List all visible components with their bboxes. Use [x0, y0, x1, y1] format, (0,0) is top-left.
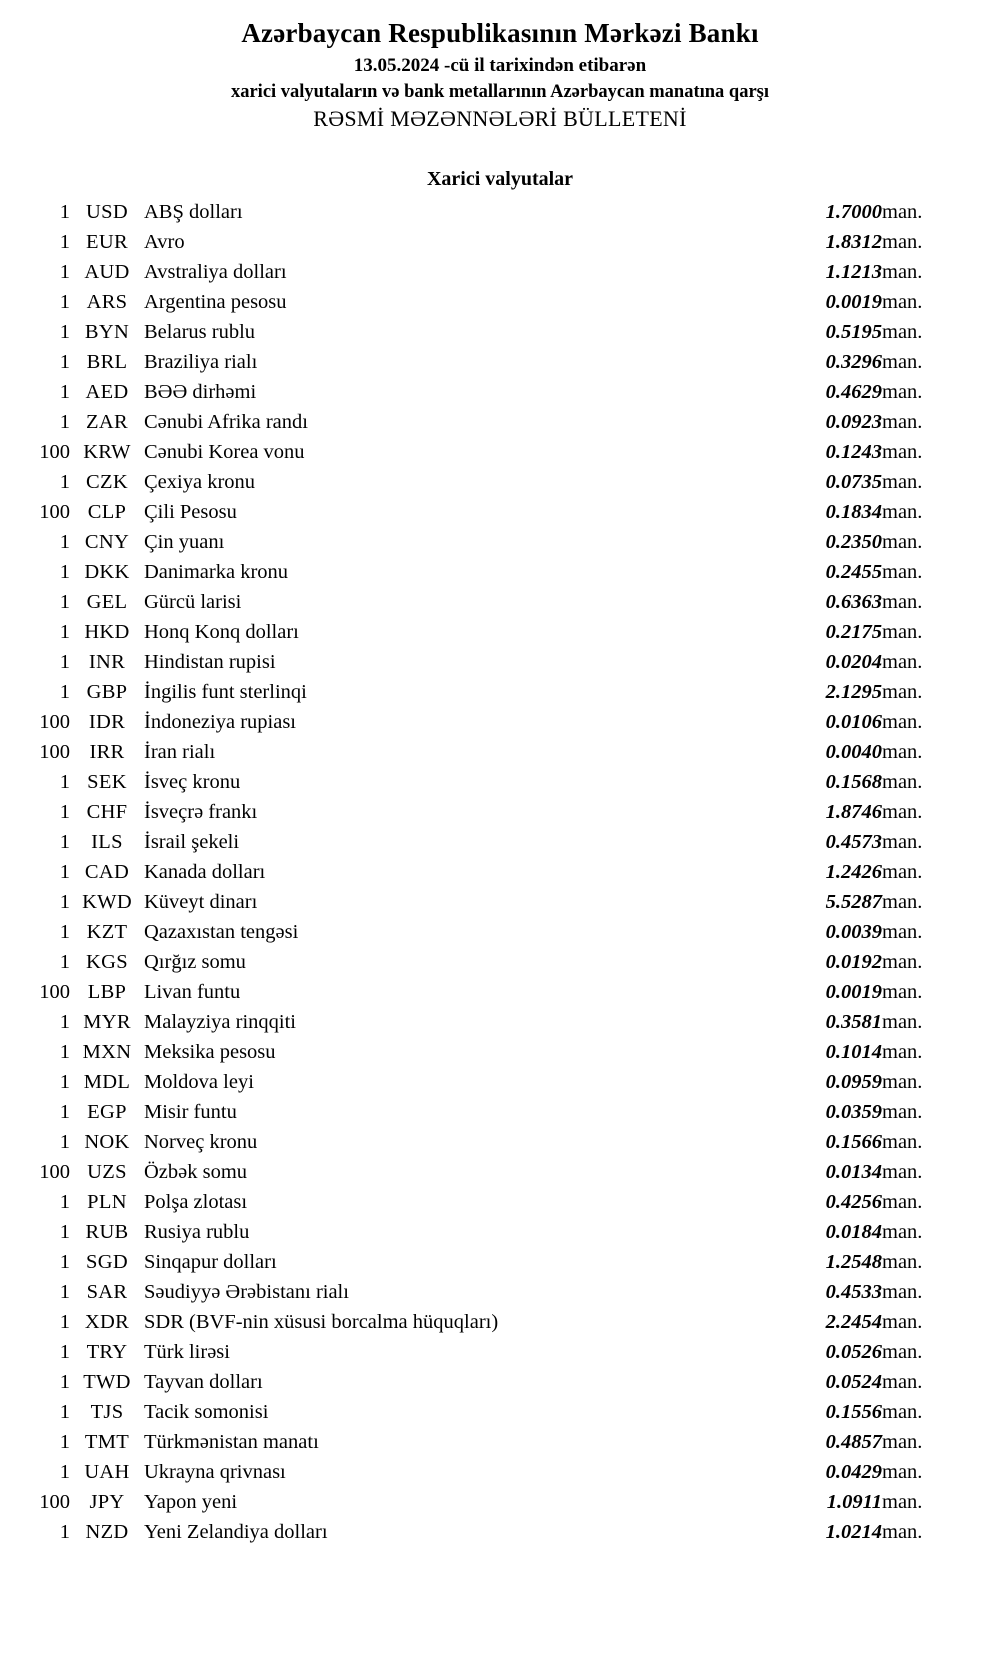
currency-rate: 1.2548 [825, 1251, 882, 1274]
currency-name: Rusiya rublu [144, 1221, 250, 1244]
currency-name: Türk lirəsi [144, 1341, 230, 1364]
currency-name: Avstraliya dolları [144, 261, 287, 284]
currency-unit-label: man. [882, 951, 923, 974]
table-row [14, 1127, 944, 1157]
currency-code: AED [85, 381, 129, 404]
currency-code: NZD [85, 1521, 129, 1544]
currency-code: SGD [86, 1251, 128, 1274]
currency-unit-label: man. [882, 981, 923, 1004]
currency-quantity: 1 [59, 681, 70, 704]
table-row [14, 1277, 944, 1307]
currency-code: TJS [90, 1401, 124, 1424]
currency-name: Meksika pesosu [144, 1041, 276, 1064]
currency-code: MYR [83, 1011, 131, 1034]
currency-unit-label: man. [882, 1521, 923, 1544]
effective-date-line: 13.05.2024 -cü il tarixindən etibarən [353, 55, 647, 77]
currency-quantity: 1 [59, 261, 70, 284]
currency-quantity: 1 [59, 1281, 70, 1304]
currency-rate: 1.0214 [825, 1521, 882, 1544]
currency-quantity: 1 [59, 831, 70, 854]
currency-rate: 1.0911 [826, 1491, 882, 1514]
table-row [14, 917, 944, 947]
currency-name: Çili Pesosu [144, 501, 237, 524]
currency-code: USD [86, 201, 128, 224]
currency-code: CZK [86, 471, 128, 494]
currency-name: İngilis funt sterlinqi [144, 681, 307, 704]
currency-rate: 0.0204 [825, 651, 882, 674]
currency-quantity: 1 [59, 921, 70, 944]
currency-code: CAD [84, 861, 130, 884]
currency-code: HKD [84, 621, 130, 644]
currency-code: TMT [84, 1431, 130, 1454]
currency-name: Gürcü larisi [144, 591, 242, 614]
table-row [14, 677, 944, 707]
table-row [14, 227, 944, 257]
currency-rate: 0.3581 [825, 1011, 882, 1034]
currency-rate: 0.0735 [825, 471, 882, 494]
section-title-foreign-currencies: Xarici valyutalar [426, 168, 574, 191]
currency-code: CNY [84, 531, 130, 554]
currency-code: EUR [86, 231, 128, 254]
currency-code: ILS [91, 831, 123, 854]
currency-name: Moldova leyi [144, 1071, 254, 1094]
currency-code: PLN [87, 1191, 127, 1214]
currency-quantity: 1 [59, 561, 70, 584]
currency-code: JPY [89, 1491, 125, 1514]
currency-code: LBP [87, 981, 127, 1004]
currency-rate: 0.0959 [825, 1071, 882, 1094]
currency-unit-label: man. [882, 1461, 923, 1484]
currency-code: KZT [86, 921, 128, 944]
currency-rate: 0.0106 [825, 711, 882, 734]
currency-quantity: 1 [59, 411, 70, 434]
currency-code: INR [88, 651, 126, 674]
currency-name: İndoneziya rupiası [144, 711, 296, 734]
table-row [14, 317, 944, 347]
currency-unit-label: man. [882, 321, 923, 344]
bank-title: Azərbaycan Respublikasının Mərkəzi Bankı [241, 18, 759, 48]
currency-rate: 0.0524 [825, 1371, 882, 1394]
currency-unit-label: man. [882, 291, 923, 314]
currency-unit-label: man. [882, 441, 923, 464]
table-row [14, 347, 944, 377]
currency-rate: 0.4629 [825, 381, 882, 404]
table-row [14, 1247, 944, 1277]
table-row [14, 197, 944, 227]
currency-unit-label: man. [882, 531, 923, 554]
currency-name: Yeni Zelandiya dolları [144, 1521, 328, 1544]
currency-code: KWD [82, 891, 132, 914]
table-row [14, 857, 944, 887]
currency-name: Cənubi Korea vonu [144, 441, 305, 464]
currency-name: Qırğız somu [144, 951, 246, 974]
currency-rate: 0.1834 [825, 501, 882, 524]
currency-code: SAR [86, 1281, 128, 1304]
currency-unit-label: man. [882, 801, 923, 824]
table-row [14, 977, 944, 1007]
currency-rate: 0.1014 [825, 1041, 882, 1064]
table-row [14, 947, 944, 977]
currency-quantity: 100 [39, 711, 70, 734]
currency-unit-label: man. [882, 1011, 923, 1034]
currency-code: DKK [84, 561, 130, 584]
table-row [14, 617, 944, 647]
currency-quantity: 1 [59, 591, 70, 614]
currency-rate: 0.0192 [825, 951, 882, 974]
table-row [14, 767, 944, 797]
currency-name: Hindistan rupisi [144, 651, 276, 674]
table-row [14, 557, 944, 587]
currency-code: IRR [89, 741, 125, 764]
currency-unit-label: man. [882, 381, 923, 404]
table-row [14, 1457, 944, 1487]
currency-quantity: 1 [59, 201, 70, 224]
currency-rate: 0.0040 [825, 741, 882, 764]
currency-rate: 0.4533 [825, 1281, 882, 1304]
currency-rate: 0.0019 [825, 291, 882, 314]
table-row [14, 1037, 944, 1067]
currency-unit-label: man. [882, 651, 923, 674]
currency-rate: 0.4573 [825, 831, 882, 854]
currency-unit-label: man. [882, 501, 923, 524]
currency-rate: 0.0359 [825, 1101, 882, 1124]
currency-unit-label: man. [882, 1491, 923, 1514]
currency-rate: 1.8746 [825, 801, 882, 824]
currency-quantity: 1 [59, 351, 70, 374]
currency-quantity: 1 [59, 951, 70, 974]
currency-rate: 0.0134 [825, 1161, 882, 1184]
currency-quantity: 1 [59, 1521, 70, 1544]
currency-quantity: 1 [59, 1071, 70, 1094]
currency-quantity: 1 [59, 1251, 70, 1274]
currency-unit-label: man. [882, 1401, 923, 1424]
currency-unit-label: man. [882, 711, 923, 734]
currency-quantity: 100 [39, 441, 70, 464]
currency-code: KGS [86, 951, 128, 974]
currency-quantity: 100 [39, 981, 70, 1004]
currency-code: MXN [82, 1041, 132, 1064]
currency-unit-label: man. [882, 921, 923, 944]
table-row [14, 1187, 944, 1217]
currency-name: Norveç kronu [144, 1131, 258, 1154]
currency-rate: 0.1556 [825, 1401, 882, 1424]
currency-name: BƏƏ dirhəmi [144, 381, 257, 404]
currency-quantity: 1 [59, 1101, 70, 1124]
currency-quantity: 1 [59, 1041, 70, 1064]
currency-quantity: 1 [59, 861, 70, 884]
currency-name: Danimarka kronu [144, 561, 289, 584]
currency-name: Tayvan dolları [144, 1371, 263, 1394]
currency-quantity: 100 [39, 1161, 70, 1184]
currency-rate: 1.2426 [825, 861, 882, 884]
currency-code: GEL [86, 591, 128, 614]
currency-rate: 0.0923 [825, 411, 882, 434]
currency-name: Belarus rublu [144, 321, 256, 344]
currency-name: Qazaxıstan tengəsi [144, 921, 299, 944]
table-row [14, 647, 944, 677]
currency-code: SEK [87, 771, 127, 794]
table-row [14, 1217, 944, 1247]
table-row [14, 707, 944, 737]
currency-name: Çexiya kronu [144, 471, 256, 494]
currency-quantity: 1 [59, 621, 70, 644]
currency-quantity: 1 [59, 291, 70, 314]
currency-code: CHF [86, 801, 128, 824]
currency-name: Livan funtu [144, 981, 241, 1004]
currency-unit-label: man. [882, 1341, 923, 1364]
bulletin-title: RƏSMİ MƏZƏNNƏLƏRİ BÜLLETENİ [313, 106, 687, 132]
currency-code: UZS [87, 1161, 127, 1184]
currency-name: Argentina pesosu [144, 291, 287, 314]
currency-unit-label: man. [882, 1251, 923, 1274]
currency-quantity: 1 [59, 1221, 70, 1244]
currency-unit-label: man. [882, 1191, 923, 1214]
table-row [14, 527, 944, 557]
currency-name: Türkmənistan manatı [144, 1431, 319, 1454]
table-row [14, 467, 944, 497]
currency-code: EGP [87, 1101, 127, 1124]
currency-quantity: 1 [59, 1341, 70, 1364]
currency-rate: 0.3296 [825, 351, 882, 374]
table-row [14, 1397, 944, 1427]
currency-unit-label: man. [882, 1131, 923, 1154]
currency-rate: 0.0039 [825, 921, 882, 944]
currency-unit-label: man. [882, 1431, 923, 1454]
currency-unit-label: man. [882, 1041, 923, 1064]
currency-name: Polşa zlotası [144, 1191, 248, 1214]
currency-rate: 0.0526 [825, 1341, 882, 1364]
table-row [14, 1367, 944, 1397]
currency-unit-label: man. [882, 471, 923, 494]
currency-rate: 0.0429 [825, 1461, 882, 1484]
currency-rate: 0.0019 [825, 981, 882, 1004]
currency-rate: 0.1566 [825, 1131, 882, 1154]
currency-code: TWD [83, 1371, 131, 1394]
table-row [14, 1097, 944, 1127]
currency-rate: 0.4857 [825, 1431, 882, 1454]
currency-name: Yapon yeni [144, 1491, 238, 1514]
currency-quantity: 1 [59, 1131, 70, 1154]
currency-unit-label: man. [882, 1281, 923, 1304]
currency-quantity: 100 [39, 741, 70, 764]
currency-rate: 0.4256 [825, 1191, 882, 1214]
currency-code: TRY [86, 1341, 128, 1364]
currency-code: IDR [88, 711, 126, 734]
currency-unit-label: man. [882, 411, 923, 434]
table-row [14, 1517, 944, 1547]
table-row [14, 1157, 944, 1187]
currency-code: NOK [84, 1131, 130, 1154]
table-row [14, 1007, 944, 1037]
currency-code: KRW [83, 441, 131, 464]
currency-unit-label: man. [882, 1221, 923, 1244]
currency-rate: 1.7000 [825, 201, 882, 224]
currency-code: RUB [85, 1221, 129, 1244]
currency-name: Küveyt dinarı [144, 891, 258, 914]
currency-code: UAH [84, 1461, 130, 1484]
currency-unit-label: man. [882, 621, 923, 644]
currency-quantity: 1 [59, 891, 70, 914]
currency-unit-label: man. [882, 861, 923, 884]
currency-name: İsveç kronu [144, 771, 241, 794]
currency-name: Avro [144, 231, 185, 254]
table-row [14, 827, 944, 857]
table-row [14, 587, 944, 617]
currency-code: GBP [86, 681, 128, 704]
table-row [14, 1337, 944, 1367]
currency-unit-label: man. [882, 1161, 923, 1184]
currency-name: İran rialı [144, 741, 216, 764]
currency-rate: 5.5287 [825, 891, 882, 914]
currency-rate: 0.1243 [825, 441, 882, 464]
currency-quantity: 1 [59, 1311, 70, 1334]
currency-unit-label: man. [882, 1311, 923, 1334]
currency-quantity: 1 [59, 1011, 70, 1034]
currency-code: BYN [84, 321, 130, 344]
currency-rate: 0.6363 [825, 591, 882, 614]
currency-name: SDR (BVF-nin xüsusi borcalma hüquqları) [144, 1311, 499, 1334]
currency-unit-label: man. [882, 1071, 923, 1094]
table-row [14, 407, 944, 437]
currency-name: İsveçrə frankı [144, 801, 258, 824]
currency-unit-label: man. [882, 261, 923, 284]
table-row [14, 1487, 944, 1517]
currency-quantity: 1 [59, 1371, 70, 1394]
currency-quantity: 1 [59, 1401, 70, 1424]
table-row [14, 1067, 944, 1097]
currency-name: Cənubi Afrika randı [144, 411, 308, 434]
currency-code: CLP [87, 501, 127, 524]
currency-unit-label: man. [882, 681, 923, 704]
currency-quantity: 100 [39, 501, 70, 524]
currency-rate: 0.5195 [825, 321, 882, 344]
currency-name: Honq Konq dolları [144, 621, 299, 644]
currency-unit-label: man. [882, 771, 923, 794]
currency-name: Özbək somu [144, 1161, 248, 1184]
currency-name: İsrail şekeli [144, 831, 240, 854]
currency-code: ZAR [86, 411, 128, 434]
currency-quantity: 1 [59, 651, 70, 674]
document-header [0, 18, 1000, 132]
currency-unit-label: man. [882, 891, 923, 914]
currency-unit-label: man. [882, 741, 923, 764]
table-row [14, 257, 944, 287]
currency-code: BRL [86, 351, 128, 374]
currency-quantity: 1 [59, 1461, 70, 1484]
currency-rate: 1.8312 [825, 231, 882, 254]
currency-quantity: 1 [59, 771, 70, 794]
currency-rate: 2.2454 [825, 1311, 882, 1334]
table-row [14, 497, 944, 527]
currency-unit-label: man. [882, 231, 923, 254]
document-subtitle: xarici valyutaların və bank metallarının Azərbaycan manatına qarşı [230, 82, 770, 103]
currency-quantity: 1 [59, 801, 70, 824]
currency-name: Çin yuanı [144, 531, 225, 554]
currency-name: Səudiyyə Ərəbistanı rialı [144, 1281, 349, 1304]
currency-rate: 0.2175 [825, 621, 882, 644]
currency-quantity: 1 [59, 381, 70, 404]
table-row [14, 377, 944, 407]
currency-unit-label: man. [882, 1101, 923, 1124]
currency-unit-label: man. [882, 591, 923, 614]
currency-rate: 0.1568 [825, 771, 882, 794]
currency-quantity: 1 [59, 471, 70, 494]
currency-rate: 0.2350 [825, 531, 882, 554]
currency-unit-label: man. [882, 1371, 923, 1394]
currency-unit-label: man. [882, 351, 923, 374]
currency-rate: 2.1295 [825, 681, 882, 704]
rates-table-body [14, 197, 944, 1547]
currency-code: AUD [84, 261, 130, 284]
currency-code: ARS [86, 291, 128, 314]
currency-name: Misir funtu [144, 1101, 237, 1124]
currency-code: MDL [83, 1071, 131, 1094]
table-row [14, 797, 944, 827]
rates-table [14, 197, 944, 1547]
currency-rate: 0.2455 [825, 561, 882, 584]
currency-name: Malayziya rinqqiti [144, 1011, 296, 1034]
currency-rate: 1.1213 [825, 261, 882, 284]
currency-name: Tacik somonisi [144, 1401, 269, 1424]
currency-quantity: 1 [59, 1191, 70, 1214]
table-row [14, 1307, 944, 1337]
table-row [14, 437, 944, 467]
currency-unit-label: man. [882, 831, 923, 854]
currency-name: Ukrayna qrivnası [144, 1461, 286, 1484]
currency-quantity: 1 [59, 321, 70, 344]
table-row [14, 287, 944, 317]
table-row [14, 737, 944, 767]
currency-rate: 0.0184 [825, 1221, 882, 1244]
currency-quantity: 1 [59, 531, 70, 554]
currency-quantity: 1 [59, 231, 70, 254]
currency-unit-label: man. [882, 561, 923, 584]
currency-name: Sinqapur dolları [144, 1251, 277, 1274]
currency-quantity: 1 [59, 1431, 70, 1454]
table-row [14, 1427, 944, 1457]
currency-quantity: 100 [39, 1491, 70, 1514]
currency-unit-label: man. [882, 201, 923, 224]
currency-name: Kanada dolları [144, 861, 266, 884]
currency-code: XDR [84, 1311, 130, 1334]
currency-name: Braziliya rialı [144, 351, 258, 374]
currency-name: ABŞ dolları [144, 201, 243, 224]
table-row [14, 887, 944, 917]
